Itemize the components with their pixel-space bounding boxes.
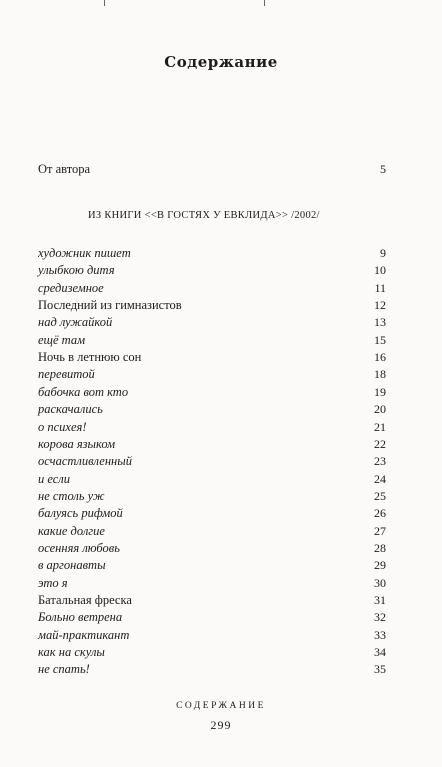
toc-entry — [38, 262, 386, 278]
running-footer: СОДЕРЖАНИЕ — [176, 701, 266, 711]
toc-entry — [38, 661, 386, 677]
toc-entry — [38, 644, 386, 660]
entry-page: 11 — [374, 280, 386, 295]
entry-page: 23 — [374, 454, 386, 469]
entry-page: 22 — [374, 436, 386, 451]
entry-title: не спать! — [38, 662, 90, 677]
section-heading: ИЗ КНИГИ <<В ГОСТЯХ У ЕВКЛИДА>> /2002/ — [88, 210, 320, 221]
entry-page: 35 — [374, 662, 386, 677]
toc-entry — [38, 401, 386, 417]
toc-entry — [38, 384, 386, 400]
entry-title: балуясь рифмой — [38, 506, 123, 521]
entry-page: 9 — [380, 246, 386, 260]
entry-title: улыбкою дитя — [38, 263, 115, 278]
top-edge-mark — [264, 0, 265, 6]
entry-page: 19 — [374, 384, 386, 399]
entry-page: 32 — [374, 610, 386, 625]
entry-page: 30 — [374, 575, 386, 590]
entry-title: бабочка вот кто — [38, 384, 129, 399]
entry-page: 33 — [374, 627, 386, 642]
entry-title: какие долгие — [38, 523, 105, 538]
entry-page: 21 — [374, 419, 386, 434]
entry-title: и если — [38, 471, 71, 486]
entry-title: это я — [38, 575, 68, 590]
top-edge-mark — [104, 0, 105, 6]
entry-title: художник пишет — [38, 246, 131, 260]
toc-entry — [38, 349, 386, 365]
entry-title: в аргонавты — [38, 558, 106, 573]
entry-title: раскачались — [38, 402, 103, 417]
entry-page: 29 — [374, 558, 386, 573]
entry-title: ещё там — [38, 332, 86, 347]
toc-entry — [38, 540, 386, 556]
toc-entry — [38, 592, 386, 608]
entry-page: 24 — [374, 471, 386, 486]
toc-entry — [38, 436, 386, 452]
entry-page: 27 — [374, 523, 386, 538]
entry-title: Ночь в летнюю сон — [38, 350, 142, 365]
entry-page: 13 — [374, 315, 386, 330]
toc-entry — [38, 505, 386, 521]
toc-entry — [38, 627, 386, 643]
toc-entry — [38, 419, 386, 435]
entry-title: май-практикант — [38, 627, 130, 642]
toc-entry — [38, 314, 386, 330]
toc-entry — [38, 557, 386, 573]
entry-title: над лужайкой — [38, 315, 113, 330]
entry-page: 10 — [374, 263, 386, 278]
entry-page: 16 — [374, 350, 386, 365]
entry-page: 15 — [374, 332, 386, 347]
entry-title: не столь уж — [38, 488, 105, 503]
toc-entry-preface — [38, 161, 386, 177]
entry-page: 31 — [374, 593, 386, 607]
toc-entry — [38, 245, 386, 261]
entry-page: 18 — [374, 367, 386, 382]
page-title: Содержание — [164, 53, 278, 71]
entry-page: 34 — [374, 645, 386, 660]
entry-page: 25 — [374, 488, 386, 503]
toc-entry — [38, 609, 386, 625]
toc-entry — [38, 297, 386, 313]
toc-entry — [38, 471, 386, 487]
entry-page: 26 — [374, 506, 386, 521]
entry-page: 5 — [380, 162, 386, 176]
toc-entry — [38, 366, 386, 382]
entry-title: как на скулы — [38, 645, 105, 660]
entry-title: перевитой — [38, 367, 95, 382]
toc-entry — [38, 280, 386, 296]
entry-title: осенняя любовь — [38, 540, 120, 555]
entry-page: 20 — [374, 402, 386, 417]
entry-title: Батальная фреска — [38, 593, 132, 607]
entry-title: о психея! — [38, 419, 87, 434]
toc-entry — [38, 523, 386, 539]
entry-title: средиземное — [38, 280, 104, 295]
toc-entry — [38, 332, 386, 348]
entry-title: Последний из гимназистов — [38, 298, 182, 313]
entry-page: 12 — [374, 298, 386, 313]
entry-title: осчастливленный — [38, 454, 132, 469]
toc-entry — [38, 488, 386, 504]
entry-title: От автора — [38, 162, 91, 176]
toc-entry — [38, 453, 386, 469]
toc-entry — [38, 575, 386, 591]
entry-page: 28 — [374, 540, 386, 555]
entry-title: корова языком — [38, 436, 116, 451]
entry-title: Больно ветрена — [38, 610, 123, 625]
page-number: 299 — [210, 718, 232, 732]
